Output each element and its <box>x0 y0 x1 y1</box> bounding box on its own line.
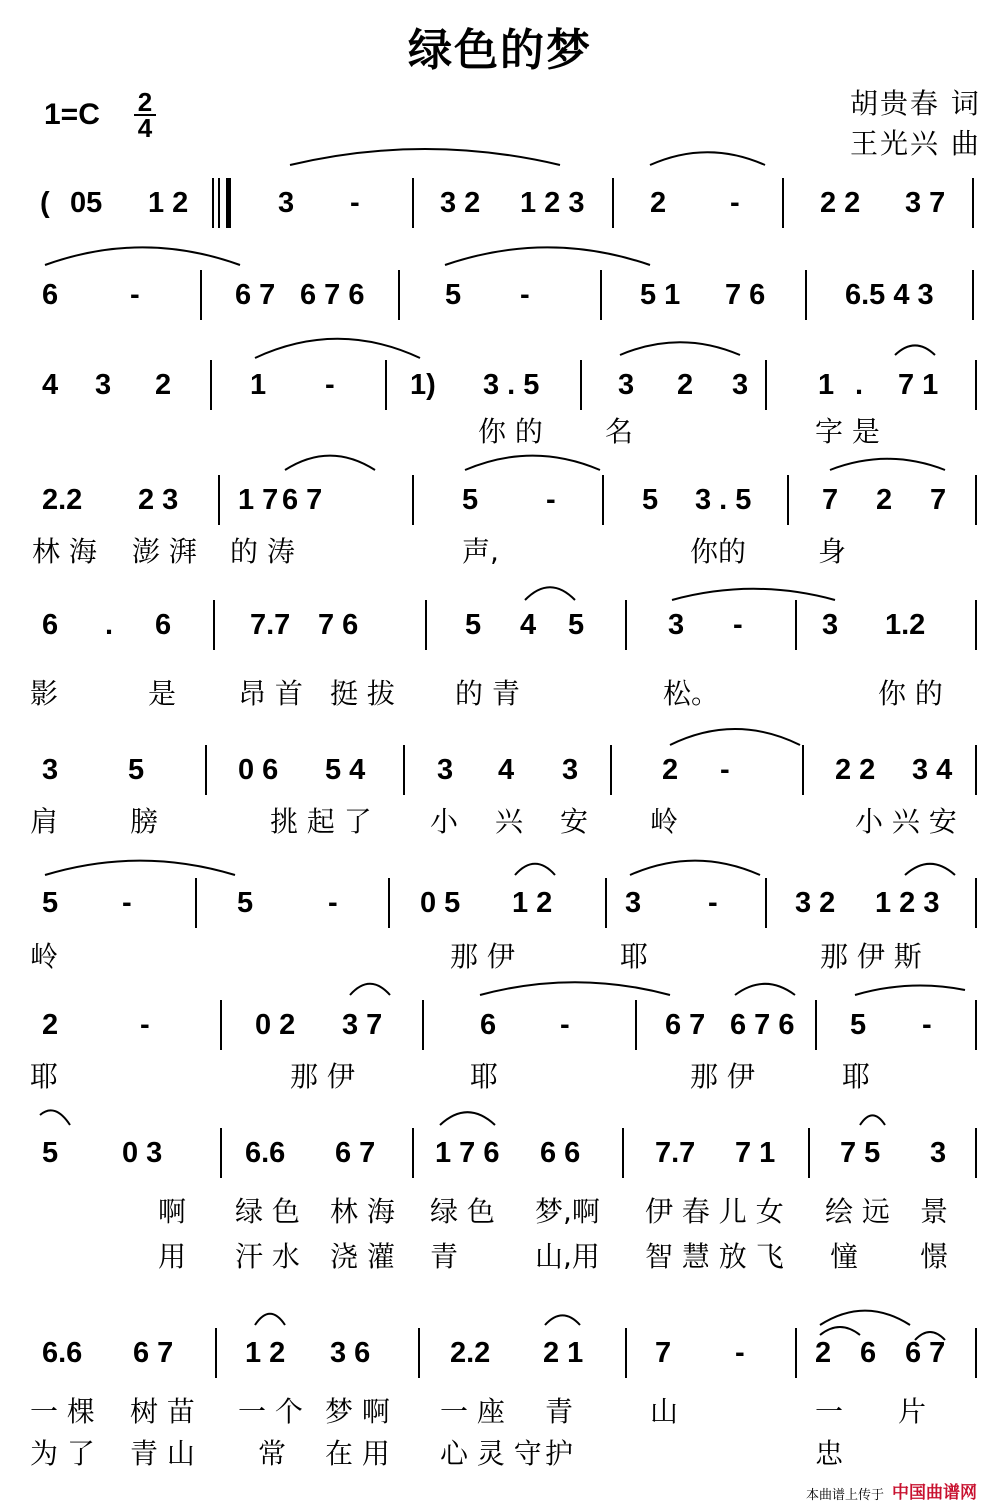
note-group: . <box>105 609 114 641</box>
barline <box>975 1128 977 1178</box>
note-group: 1 <box>818 369 835 401</box>
note-group: 2 <box>650 187 667 219</box>
note-group: 5 <box>128 754 145 786</box>
barline <box>212 178 214 228</box>
slur <box>45 247 240 265</box>
note-group: 5 <box>445 279 462 311</box>
barline <box>418 1328 420 1378</box>
slur <box>290 149 560 165</box>
barline <box>622 1128 624 1178</box>
note-group: 6 7 <box>905 1337 946 1369</box>
note-group: 3 <box>618 369 635 401</box>
note-group: 5 <box>465 609 482 641</box>
note-group: 2.2 <box>42 484 83 516</box>
note-group: 3 <box>668 609 685 641</box>
lyric-text: 松。 <box>663 677 720 710</box>
note-group: 3 . 5 <box>695 484 752 516</box>
lyric-text: 澎 湃 <box>132 535 197 568</box>
lyric-text: 字 是 <box>815 415 880 448</box>
note-group: - <box>733 609 743 641</box>
lyric-text: 耶 <box>470 1060 499 1093</box>
barline <box>635 1000 637 1050</box>
slur <box>650 152 765 165</box>
note-group: 6 7 <box>335 1137 376 1169</box>
lyric-text: 林 海 <box>32 535 97 568</box>
note-group: 5 1 <box>640 279 681 311</box>
barline <box>412 1128 414 1178</box>
barline <box>815 1000 817 1050</box>
note-group: 6 7 <box>235 279 276 311</box>
note-group: 3 4 <box>912 754 953 786</box>
note-group: 3 <box>732 369 749 401</box>
note-group: 7 1 <box>735 1137 776 1169</box>
note-group: - <box>325 369 335 401</box>
time-signature-top: 2 <box>137 87 153 117</box>
note-group: - <box>520 279 530 311</box>
slur <box>860 1115 885 1125</box>
barline <box>975 360 977 410</box>
barline <box>385 360 387 410</box>
note-group: 7 1 <box>898 369 939 401</box>
time-signature <box>130 87 160 143</box>
note-group: - <box>122 887 132 919</box>
lyric-text-verse-2: 智 慧 放 飞 <box>645 1240 784 1273</box>
note-group: - <box>730 187 740 219</box>
lyric-text: 一 座 <box>440 1395 505 1428</box>
barline <box>782 178 784 228</box>
lyric-text: 名 <box>605 415 634 448</box>
note-group: 3 2 <box>440 187 481 219</box>
barline <box>200 270 202 320</box>
note-group: 2 <box>876 484 893 516</box>
lyric-text: 那 伊 <box>290 1060 355 1093</box>
note-group: 4 <box>498 754 515 786</box>
note-group: 6 7 6 <box>730 1009 795 1041</box>
lyric-text: 一 <box>815 1395 844 1428</box>
slur <box>670 729 800 745</box>
note-group: 2 <box>815 1337 832 1369</box>
lyric-text: 林 海 <box>330 1195 395 1228</box>
slur <box>255 339 420 358</box>
lyric-text: 一 棵 <box>30 1395 95 1428</box>
note-group: 5 <box>462 484 479 516</box>
lyric-text: 树 苗 <box>130 1395 195 1428</box>
note-group: - <box>350 187 360 219</box>
lyric-text-verse-2: 青 <box>430 1240 459 1273</box>
barline <box>602 475 604 525</box>
note-group: 6 <box>155 609 172 641</box>
note-group: 1 7 6 <box>435 1137 500 1169</box>
note-group: 7 6 <box>725 279 766 311</box>
lyric-text: 绘 远 <box>825 1195 890 1228</box>
key-signature: 1=C <box>44 98 100 131</box>
note-group: 6 7 6 <box>300 279 365 311</box>
lyric-text-verse-2: 心 灵 守 <box>440 1437 542 1470</box>
lyric-text-verse-2: 浇 灌 <box>330 1240 395 1273</box>
lyric-text-verse-2: 青 山 <box>130 1437 195 1470</box>
lyric-text: 岭 <box>650 805 679 838</box>
lyric-text: 梦,啊 <box>535 1195 600 1228</box>
lyric-text: 伊 春 儿 女 <box>645 1195 784 1228</box>
barline <box>808 1128 810 1178</box>
time-signature-bottom: 4 <box>137 113 153 143</box>
note-group: 5 4 <box>325 754 366 786</box>
barline <box>580 360 582 410</box>
barline <box>802 745 804 795</box>
note-group: 2.2 <box>450 1337 491 1369</box>
lyric-text: 小 兴 安 <box>855 805 957 838</box>
barline <box>412 178 414 228</box>
note-group: 6 7 <box>665 1009 706 1041</box>
note-group: 3 <box>437 754 454 786</box>
barline <box>215 1328 217 1378</box>
song-title: 绿色的梦 <box>408 25 592 76</box>
lyric-text-verse-2: 汗 水 <box>235 1240 300 1273</box>
lyric-text-verse-2: 山,用 <box>535 1240 600 1273</box>
lyric-text: 梦 啊 <box>325 1395 390 1428</box>
note-group: ( <box>40 187 50 219</box>
slur <box>515 864 555 875</box>
note-group: 5 <box>642 484 659 516</box>
barline <box>388 878 390 928</box>
note-group: 3 <box>562 754 579 786</box>
slur <box>525 587 575 600</box>
note-group: 5 <box>850 1009 867 1041</box>
lyric-text: 你的 <box>690 535 747 568</box>
note-group: . <box>855 369 864 401</box>
lyric-text: 你 的 <box>878 677 943 710</box>
lyric-text-verse-2: 忠 <box>815 1437 844 1470</box>
note-group: 05 <box>70 187 103 219</box>
note-group: 2 <box>155 369 172 401</box>
note-group: 1 2 3 <box>875 887 940 919</box>
lyric-text: 片 <box>898 1395 927 1428</box>
note-group: 0 3 <box>122 1137 163 1169</box>
slur <box>285 456 375 470</box>
barline <box>610 745 612 795</box>
note-group: 6.6 <box>245 1137 286 1169</box>
note-group: 4 <box>42 369 59 401</box>
note-group: - <box>708 887 718 919</box>
note-group: 2 3 <box>138 484 179 516</box>
note-group: 5 <box>568 609 585 641</box>
barline <box>403 745 405 795</box>
note-group: - <box>546 484 556 516</box>
note-group: 2 2 <box>835 754 876 786</box>
barline <box>975 745 977 795</box>
note-group: 3 <box>930 1137 947 1169</box>
barline <box>972 270 974 320</box>
lyric-text: 绿 色 <box>430 1195 495 1228</box>
slur <box>440 1112 495 1125</box>
note-group: 6 7 <box>133 1337 174 1369</box>
lyric-text: 那 伊 斯 <box>820 940 922 973</box>
note-group: 0 5 <box>420 887 461 919</box>
slur <box>855 986 965 995</box>
slur <box>672 589 835 600</box>
barline <box>975 1328 977 1378</box>
note-group: - <box>140 1009 150 1041</box>
note-group: 6 <box>480 1009 497 1041</box>
barline <box>210 360 212 410</box>
barline <box>412 475 414 525</box>
barline <box>795 1328 797 1378</box>
lyric-text: 膀 <box>130 805 159 838</box>
slur <box>445 247 650 265</box>
note-group: 3 7 <box>342 1009 383 1041</box>
barline <box>600 270 602 320</box>
note-group: 7 <box>930 484 947 516</box>
lyricist-credit: 胡贵春 词 <box>850 87 981 120</box>
barline <box>805 270 807 320</box>
lyric-text: 景 <box>920 1195 949 1228</box>
lyric-text: 耶 <box>620 940 649 973</box>
note-group: - <box>720 754 730 786</box>
barline <box>795 600 797 650</box>
note-group: 7 5 <box>840 1137 881 1169</box>
lyric-text: 那 伊 <box>690 1060 755 1093</box>
note-group: 2 <box>677 369 694 401</box>
barline <box>398 270 400 320</box>
lyric-text: 岭 <box>30 940 59 973</box>
note-group: 0 2 <box>255 1009 296 1041</box>
lyric-text: 肩 <box>30 805 59 838</box>
note-group: 5 <box>42 887 59 919</box>
slur <box>465 456 600 470</box>
note-group: 3 . 5 <box>483 369 540 401</box>
barline <box>205 745 207 795</box>
note-group: 1 2 <box>148 187 189 219</box>
note-group: - <box>560 1009 570 1041</box>
note-group: 1) <box>410 369 436 401</box>
slur <box>630 861 760 875</box>
slur <box>820 1311 910 1325</box>
note-group: 1 2 3 <box>520 187 585 219</box>
slur <box>40 1110 70 1125</box>
lyric-text: 兴 <box>495 805 524 838</box>
note-group: 2 <box>662 754 679 786</box>
note-group: 3 6 <box>330 1337 371 1369</box>
note-group: 1 <box>250 369 267 401</box>
note-group: 7 <box>655 1337 672 1369</box>
slur <box>480 982 670 995</box>
barline <box>972 178 974 228</box>
slur <box>820 1327 860 1335</box>
note-group: 3 <box>278 187 295 219</box>
barline <box>975 1000 977 1050</box>
lyric-text: 绿 色 <box>235 1195 300 1228</box>
barline <box>975 600 977 650</box>
lyric-text: 一 个 <box>238 1395 303 1428</box>
lyric-text-verse-2: 憧 <box>830 1240 859 1273</box>
note-group: 1 7 <box>238 484 279 516</box>
note-group: 6.6 <box>42 1337 83 1369</box>
note-group: - <box>328 887 338 919</box>
barline <box>213 600 215 650</box>
repeat-sign <box>218 178 231 228</box>
note-group: 2 2 <box>820 187 861 219</box>
barline <box>425 600 427 650</box>
lyric-text: 山 <box>650 1395 679 1428</box>
slur <box>45 861 235 875</box>
note-group: - <box>922 1009 932 1041</box>
note-group: 0 6 <box>238 754 279 786</box>
lyric-text: 挺 拔 <box>330 677 395 710</box>
note-group: 3 <box>822 609 839 641</box>
slur <box>620 342 740 355</box>
note-group: 2 1 <box>543 1337 584 1369</box>
lyric-text: 挑 起 了 <box>270 805 372 838</box>
note-group: 6 <box>860 1337 877 1369</box>
slur <box>735 984 795 995</box>
lyric-text: 啊 <box>158 1195 187 1228</box>
note-group: 2 <box>42 1009 59 1041</box>
note-group: 3 2 <box>795 887 836 919</box>
note-group: 6 7 <box>282 484 323 516</box>
barline <box>612 178 614 228</box>
note-group: 3 <box>625 887 642 919</box>
barline <box>605 878 607 928</box>
note-group: 5 <box>42 1137 59 1169</box>
slur <box>895 345 935 355</box>
note-group: 1 2 <box>512 887 553 919</box>
lyric-text: 安 <box>560 805 589 838</box>
note-group: 3 <box>95 369 112 401</box>
note-group: 1.2 <box>885 609 926 641</box>
lyric-text: 昂 首 <box>238 677 303 710</box>
slur <box>905 864 955 875</box>
lyric-text: 耶 <box>30 1060 59 1093</box>
barline <box>975 475 977 525</box>
footer-text: 本曲谱上传于 <box>806 1488 885 1503</box>
barline <box>195 878 197 928</box>
lyric-text: 青 <box>545 1395 574 1428</box>
lyric-text: 耶 <box>842 1060 871 1093</box>
lyric-text-verse-2: 憬 <box>920 1240 949 1273</box>
slur <box>255 1314 285 1325</box>
note-group: 6 <box>42 609 59 641</box>
lyric-text: 你 的 <box>478 415 543 448</box>
lyric-text: 的 涛 <box>230 535 295 568</box>
lyric-text: 影 <box>30 677 59 710</box>
lyric-text-verse-2: 护 <box>545 1437 574 1470</box>
note-group: 3 <box>42 754 59 786</box>
note-group: - <box>130 279 140 311</box>
barline <box>422 1000 424 1050</box>
note-group: 6 <box>42 279 59 311</box>
note-group: 5 <box>237 887 254 919</box>
note-group: 7.7 <box>655 1137 696 1169</box>
note-group: 7.7 <box>250 609 291 641</box>
lyric-text: 那 伊 <box>450 940 515 973</box>
lyric-text-verse-2: 为 了 <box>30 1437 95 1470</box>
lyric-text-verse-2: 常 <box>258 1437 287 1470</box>
barline <box>220 1128 222 1178</box>
barline <box>218 475 220 525</box>
barline <box>765 360 767 410</box>
lyric-text-verse-2: 在 用 <box>325 1437 390 1470</box>
note-group: 6 6 <box>540 1137 581 1169</box>
slur <box>830 459 945 470</box>
note-group: 1 2 <box>245 1337 286 1369</box>
footer-site-logo: 中国曲谱网 <box>892 1483 977 1503</box>
lyric-text: 的 青 <box>455 677 520 710</box>
lyric-text-verse-2: 用 <box>158 1240 187 1273</box>
note-group: 7 <box>822 484 839 516</box>
barline <box>975 878 977 928</box>
lyric-text: 声, <box>462 535 499 568</box>
barline <box>220 1000 222 1050</box>
barline <box>625 1328 627 1378</box>
lyric-text: 是 <box>148 677 177 710</box>
lyric-text: 身 <box>818 535 847 568</box>
composer-credit: 王光兴 曲 <box>850 127 981 160</box>
note-group: - <box>735 1337 745 1369</box>
note-group: 4 <box>520 609 537 641</box>
barline <box>765 878 767 928</box>
barline <box>787 475 789 525</box>
slur <box>545 1315 580 1325</box>
barline <box>625 600 627 650</box>
lyric-text: 小 <box>430 805 459 838</box>
slur <box>350 984 390 995</box>
note-group: 3 7 <box>905 187 946 219</box>
note-group: 6.5 4 3 <box>845 279 934 311</box>
note-group: 7 6 <box>318 609 359 641</box>
